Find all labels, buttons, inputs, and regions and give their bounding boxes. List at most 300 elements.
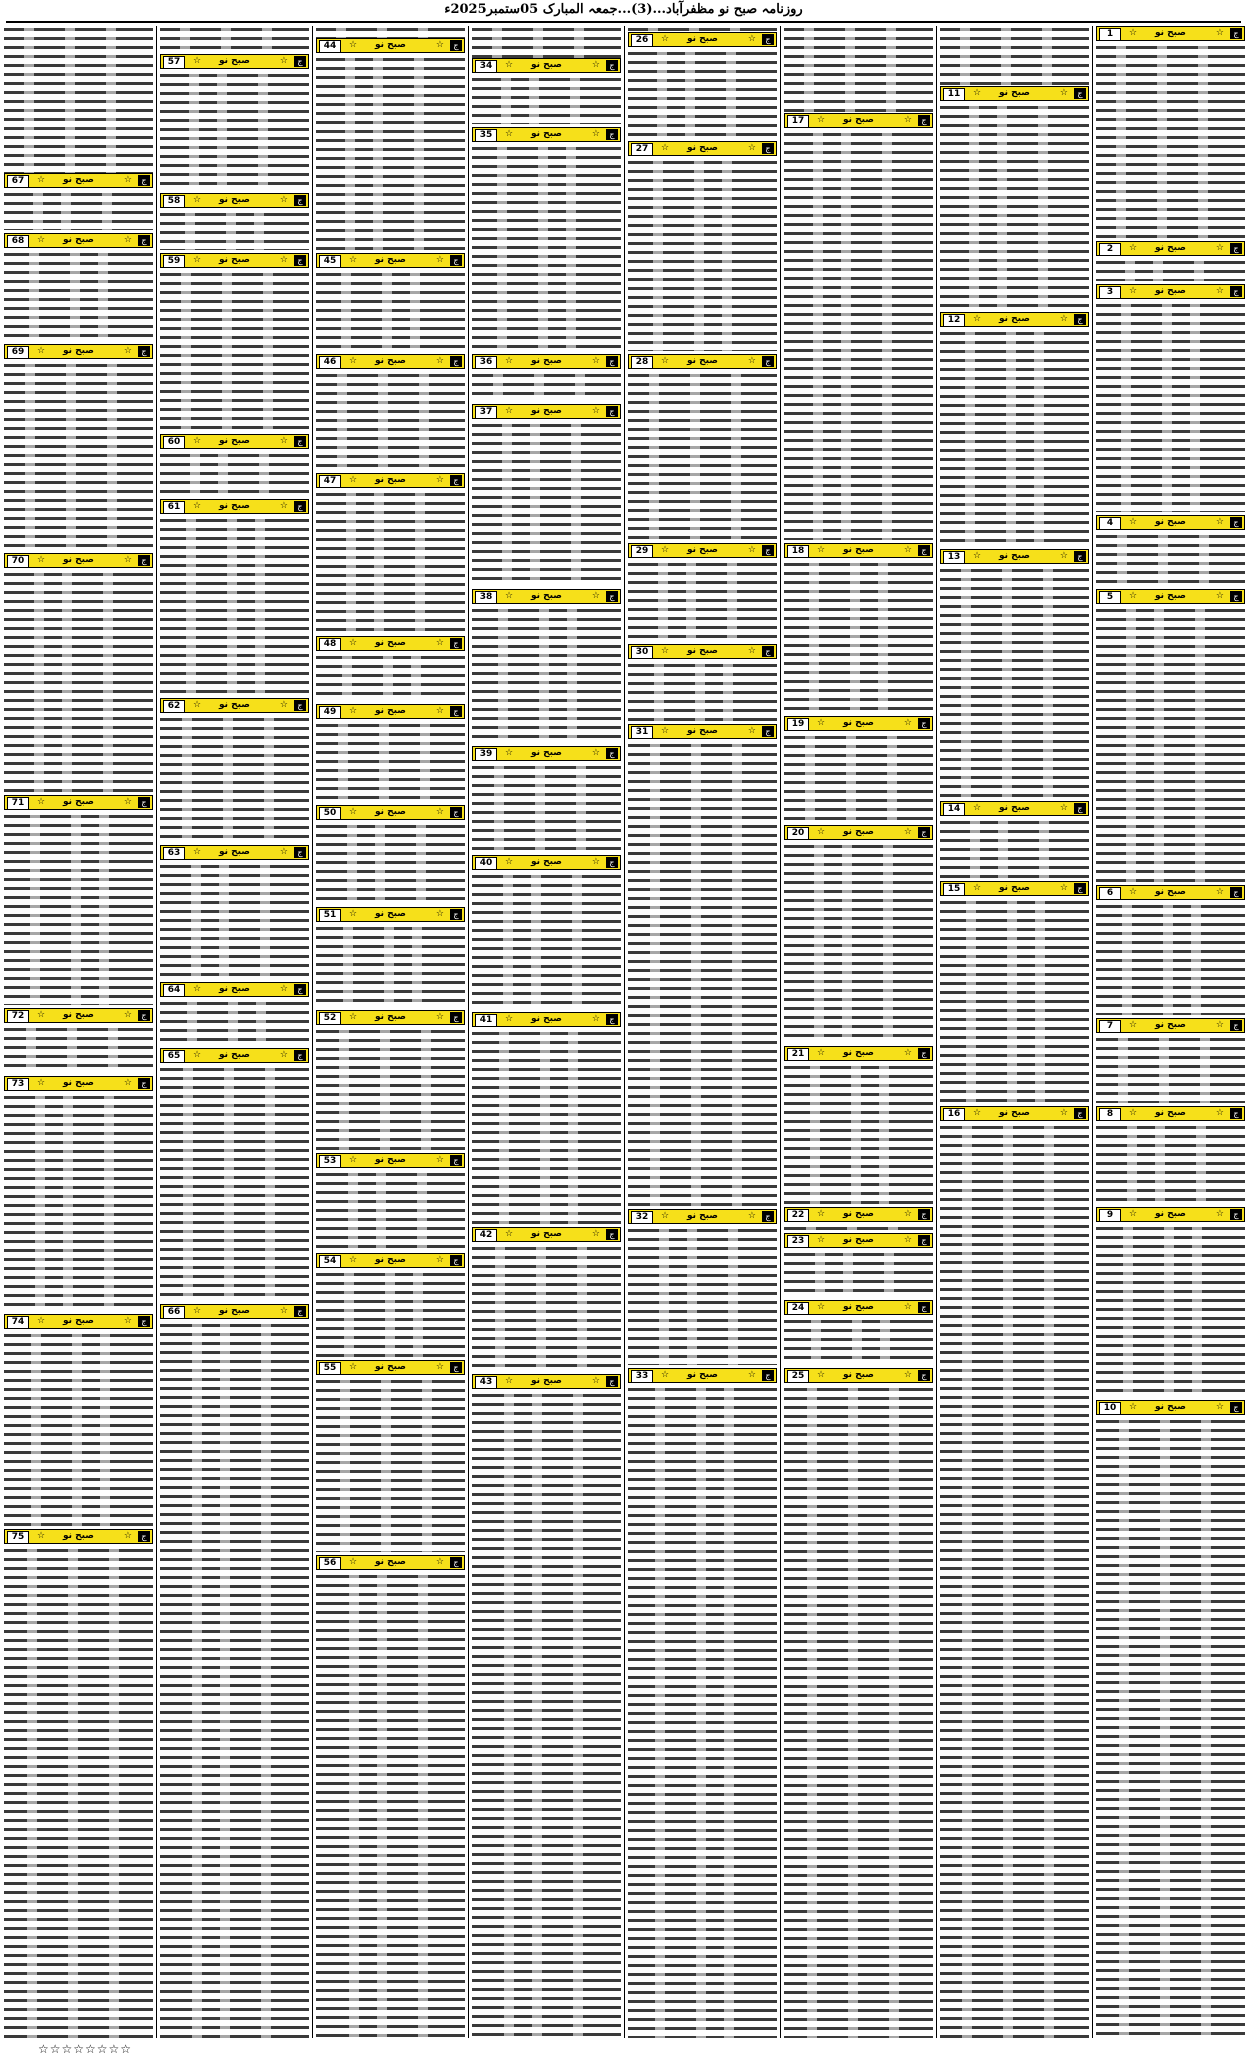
star-icon: ☆: [193, 700, 202, 710]
header-title: صبح نو: [1154, 1209, 1186, 1219]
text-gap: [1116, 44, 1126, 238]
text-gap: [264, 716, 274, 842]
article-text-block: [4, 1547, 153, 2038]
article-text-block: [472, 372, 621, 401]
news-item-number: 45: [319, 255, 341, 268]
paper-logo-icon: ج: [762, 356, 774, 367]
article-text-block: [1096, 533, 1245, 586]
news-item-number: 46: [319, 356, 341, 369]
text-gap: [1117, 533, 1127, 586]
star-icon: ☆: [37, 175, 46, 185]
text-gap: [100, 1332, 110, 1526]
text-gap: [345, 56, 355, 250]
text-gap: [575, 372, 585, 401]
news-item-number: 31: [631, 726, 653, 739]
news-item-number: 3: [1099, 286, 1121, 299]
paper-logo-icon: ج: [762, 34, 774, 45]
text-gap: [413, 1271, 423, 1357]
news-item-number: 25: [787, 1370, 809, 1383]
column-rule: [312, 26, 313, 2038]
text-gap: [530, 422, 540, 586]
star-icon: ☆: [661, 143, 670, 153]
article-text-block: [784, 1064, 933, 1204]
paper-logo-icon: ج: [294, 56, 306, 67]
text-gap: [686, 561, 696, 641]
text-gap: [814, 843, 824, 1043]
news-item-number: 71: [7, 797, 29, 810]
text-gap: [1044, 1124, 1054, 2038]
article-text-block: [472, 76, 621, 124]
text-gap: [960, 26, 970, 86]
news-item-header: [1096, 241, 1245, 256]
header-title: صبح نو: [998, 88, 1030, 98]
star-icon: ☆: [505, 1229, 514, 1239]
text-gap: [809, 561, 819, 713]
star-icon: ☆: [817, 1235, 826, 1245]
star-icon: ☆: [349, 1255, 358, 1265]
news-item-number: 68: [7, 235, 29, 248]
news-item-header: [628, 354, 777, 369]
news-item-header: [316, 253, 465, 268]
news-item-header: [784, 543, 933, 558]
star-icon: ☆: [37, 1010, 46, 1020]
news-item-header: [4, 1314, 153, 1329]
star-icon: ☆: [123, 1531, 132, 1541]
column-8: [4, 26, 153, 2038]
star-icon: ☆: [279, 847, 288, 857]
news-item-header: [472, 127, 621, 142]
star-icon: ☆: [435, 807, 444, 817]
text-gap: [847, 1225, 857, 1230]
paper-logo-icon: ج: [450, 807, 462, 818]
star-icon: ☆: [1129, 1402, 1138, 1412]
text-gap: [694, 159, 704, 351]
column-2: [940, 26, 1089, 2038]
header-title: صبح نو: [62, 797, 94, 807]
text-gap: [341, 271, 351, 351]
star-icon: ☆: [1215, 517, 1224, 527]
star-icon: ☆: [903, 1048, 912, 1058]
news-item-header: [4, 344, 153, 359]
news-item-number: 50: [319, 807, 341, 820]
header-title: صبح نو: [842, 718, 874, 728]
star-icon: ☆: [349, 638, 358, 648]
news-item-header: [1096, 1400, 1245, 1415]
header-title: صبح نو: [998, 551, 1030, 561]
paper-logo-icon: ج: [450, 255, 462, 266]
article-text-block: [316, 1028, 465, 1150]
paper-logo-icon: ج: [606, 406, 618, 417]
text-gap: [962, 1124, 972, 2038]
news-item-header: [784, 113, 933, 128]
header-title: صبح نو: [374, 807, 406, 817]
news-item-number: 67: [7, 175, 29, 188]
news-item-header: [472, 589, 621, 604]
article-text-block: [940, 567, 1089, 798]
article-text-block: [784, 734, 933, 822]
article-text-block: [160, 716, 309, 842]
news-item-header: [4, 553, 153, 568]
news-item-number: 30: [631, 646, 653, 659]
paper-logo-icon: ج: [450, 1557, 462, 1568]
text-gap: [887, 734, 897, 822]
text-gap: [256, 1000, 266, 1045]
text-gap: [536, 1245, 546, 1371]
star-icon: ☆: [193, 847, 202, 857]
news-item-number: 39: [475, 748, 497, 761]
text-gap: [889, 1386, 899, 2038]
star-icon: ☆: [193, 501, 202, 511]
star-icon: ☆: [661, 646, 670, 656]
star-icon: ☆: [747, 545, 756, 555]
star-icon: ☆: [193, 56, 202, 66]
star-icon: ☆: [505, 1376, 514, 1386]
text-gap: [220, 1322, 230, 2038]
text-gap: [1155, 1124, 1165, 1204]
star-icon: ☆: [435, 706, 444, 716]
text-gap: [1201, 1418, 1211, 2038]
text-gap: [1123, 1225, 1133, 1397]
text-gap: [654, 662, 664, 721]
star-icon: ☆: [123, 346, 132, 356]
star-icon: ☆: [1215, 28, 1224, 38]
text-gap: [379, 722, 389, 802]
text-gap: [1122, 903, 1132, 1015]
text-gap: [494, 764, 504, 852]
star-icon: ☆: [903, 718, 912, 728]
star-icon: ☆: [747, 143, 756, 153]
text-gap: [501, 76, 511, 124]
text-gap: [377, 26, 387, 38]
star-icon: ☆: [903, 1209, 912, 1219]
paper-logo-icon: ج: [138, 555, 150, 566]
header-title: صبح نو: [218, 501, 250, 511]
news-item-number: 8: [1099, 1108, 1121, 1121]
news-item-header: [160, 845, 309, 860]
header-title: صبح نو: [218, 195, 250, 205]
text-gap: [851, 1064, 861, 1204]
paper-logo-icon: ج: [1074, 803, 1086, 814]
paper-logo-icon: ج: [1074, 314, 1086, 325]
header-title: صبح نو: [530, 60, 562, 70]
text-gap: [384, 925, 394, 1007]
column-rule: [936, 26, 937, 2038]
news-item-number: 75: [7, 1531, 29, 1544]
paper-logo-icon: ج: [138, 1010, 150, 1021]
star-icon: ☆: [817, 1209, 826, 1219]
masthead: روزنامہ صبح نو مظفرآباد...(3)...جمعہ المبارک 05ستمبر2025ء: [444, 2, 803, 17]
text-gap: [67, 1026, 77, 1073]
star-icon: ☆: [747, 1211, 756, 1221]
column-6: [316, 26, 465, 2038]
article-text-block: [160, 452, 309, 496]
text-gap: [532, 1392, 542, 2038]
header-title: صبح نو: [62, 346, 94, 356]
text-gap: [1194, 259, 1204, 281]
paper-logo-icon: ج: [1230, 1108, 1242, 1119]
news-item-header: [316, 1253, 465, 1268]
star-icon: ☆: [435, 1557, 444, 1567]
news-item-header: [472, 855, 621, 870]
header-title: صبح نو: [998, 803, 1030, 813]
article-text-block: [316, 1171, 465, 1250]
header-title: صبح نو: [998, 883, 1030, 893]
news-item-header: [628, 141, 777, 156]
paper-logo-icon: ج: [918, 1235, 930, 1246]
star-icon: ☆: [973, 883, 982, 893]
star-icon: ☆: [1215, 1108, 1224, 1118]
column-rule: [1092, 26, 1093, 2038]
news-item-header: [4, 1008, 153, 1023]
text-gap: [497, 145, 507, 351]
text-gap: [534, 372, 544, 401]
text-gap: [380, 1028, 390, 1150]
text-gap: [690, 372, 700, 540]
news-item-header: [784, 716, 933, 731]
star-icon: ☆: [1129, 28, 1138, 38]
star-icon: ☆: [747, 1370, 756, 1380]
header-title: صبح نو: [1154, 286, 1186, 296]
column-7: [160, 26, 309, 2038]
article-text-block: [940, 26, 1089, 86]
news-item-number: 54: [319, 1255, 341, 1268]
header-title: صبح نو: [218, 1306, 250, 1316]
star-icon: ☆: [661, 545, 670, 555]
text-gap: [997, 104, 1007, 309]
header-title: صبح نو: [842, 115, 874, 125]
text-gap: [574, 26, 584, 58]
paper-logo-icon: ج: [450, 40, 462, 51]
news-item-header: [940, 86, 1089, 101]
text-gap: [846, 734, 856, 822]
text-gap: [696, 1386, 706, 2038]
text-gap: [187, 1000, 197, 1045]
text-gap: [691, 742, 701, 1206]
text-gap: [224, 1066, 234, 1301]
news-item-header: [316, 1010, 465, 1025]
news-item-number: 20: [787, 827, 809, 840]
header-title: صبح نو: [530, 748, 562, 758]
text-gap: [1199, 533, 1209, 586]
column-3: [784, 26, 933, 2038]
text-gap: [529, 76, 539, 124]
news-item-header: [160, 1048, 309, 1063]
news-item-number: 28: [631, 356, 653, 369]
text-gap: [535, 764, 545, 852]
text-gap: [411, 654, 421, 701]
news-item-header: [940, 801, 1089, 816]
header-title: صبح نو: [218, 847, 250, 857]
article-text-block: [316, 823, 465, 904]
news-item-number: 37: [475, 406, 497, 419]
text-gap: [181, 271, 191, 431]
star-icon: ☆: [505, 406, 514, 416]
text-gap: [418, 1573, 428, 2038]
article-text-block: [784, 131, 933, 540]
star-icon: ☆: [505, 857, 514, 867]
star-icon: ☆: [1215, 591, 1224, 601]
text-gap: [571, 422, 581, 586]
star-icon: ☆: [973, 314, 982, 324]
text-gap: [1127, 1124, 1137, 1204]
star-icon: ☆: [747, 726, 756, 736]
column-rule: [468, 26, 469, 2038]
text-gap: [1154, 607, 1164, 882]
article-text-block: [4, 251, 153, 341]
header-title: صبح نو: [374, 255, 406, 265]
article-text-block: [316, 56, 465, 250]
text-gap: [348, 1171, 358, 1250]
header-title: صبح نو: [530, 406, 562, 416]
article-text-block: [472, 607, 621, 743]
text-gap: [218, 452, 228, 496]
text-gap: [695, 662, 705, 721]
paper-logo-icon: ج: [294, 195, 306, 206]
text-gap: [882, 131, 892, 540]
text-gap: [566, 145, 576, 351]
paper-logo-icon: ج: [294, 255, 306, 266]
star-icon: ☆: [817, 827, 826, 837]
text-gap: [62, 571, 72, 792]
news-item-header: [4, 173, 153, 188]
star-icon: ☆: [279, 56, 288, 66]
star-icon: ☆: [435, 40, 444, 50]
news-item-number: 29: [631, 545, 653, 558]
paper-logo-icon: ج: [1230, 286, 1242, 297]
text-gap: [34, 571, 44, 792]
star-icon: ☆: [1059, 803, 1068, 813]
news-item-number: 10: [1099, 1402, 1121, 1415]
paper-logo-icon: ج: [294, 1050, 306, 1061]
text-gap: [495, 1245, 505, 1371]
news-item-header: [628, 543, 777, 558]
star-icon: ☆: [349, 1362, 358, 1372]
star-icon: ☆: [435, 1012, 444, 1022]
news-item-number: 56: [319, 1557, 341, 1570]
article-text-block: [1096, 44, 1245, 238]
text-gap: [263, 271, 273, 431]
star-icon: ☆: [747, 356, 756, 366]
news-item-header: [316, 1153, 465, 1168]
paper-logo-icon: ج: [450, 638, 462, 649]
news-item-header: [784, 825, 933, 840]
news-item-number: 9: [1099, 1209, 1121, 1222]
text-gap: [724, 1386, 734, 2038]
text-gap: [845, 26, 855, 113]
star-icon: ☆: [1059, 883, 1068, 893]
article-text-block: [4, 1332, 153, 1526]
paper-logo-icon: ج: [918, 545, 930, 556]
text-gap: [531, 873, 541, 1009]
text-gap: [419, 372, 429, 470]
star-icon: ☆: [903, 545, 912, 555]
star-icon: ☆: [349, 475, 358, 485]
text-gap: [416, 823, 426, 904]
news-item-number: 26: [631, 34, 653, 47]
text-gap: [965, 330, 975, 546]
text-gap: [878, 561, 888, 713]
header-title: صبح نو: [842, 1302, 874, 1312]
star-icon: ☆: [349, 909, 358, 919]
news-item-number: 33: [631, 1370, 653, 1383]
text-gap: [24, 26, 34, 173]
text-gap: [567, 607, 577, 743]
header-title: صبح نو: [218, 1050, 250, 1060]
paper-logo-icon: ج: [1230, 517, 1242, 528]
header-title: صبح نو: [374, 40, 406, 50]
news-item-number: 15: [943, 883, 965, 896]
text-gap: [806, 1225, 816, 1230]
news-item-header: [316, 1555, 465, 1570]
text-gap: [192, 1322, 202, 2038]
star-icon: ☆: [435, 356, 444, 366]
star-icon: ☆: [37, 1316, 46, 1326]
text-gap: [1043, 567, 1053, 798]
news-item-header: [472, 1012, 621, 1027]
star-icon: ☆: [349, 1557, 358, 1567]
article-text-block: [1096, 903, 1245, 1015]
header-title: صبح نو: [686, 143, 718, 153]
news-item-header: [1096, 885, 1245, 900]
header-title: صبح نو: [62, 1010, 94, 1020]
star-icon: ☆: [1059, 314, 1068, 324]
news-item-number: 74: [7, 1316, 29, 1329]
text-gap: [377, 1573, 387, 2038]
article-text-block: [472, 26, 621, 58]
article-text-block: [940, 1124, 1089, 2038]
article-text-block: [472, 1245, 621, 1371]
text-gap: [102, 191, 112, 230]
text-gap: [343, 925, 353, 1007]
news-item-header: [316, 704, 465, 719]
star-icon: ☆: [193, 195, 202, 205]
news-item-number: 34: [475, 60, 497, 73]
news-item-number: 13: [943, 551, 965, 564]
article-text-block: [628, 50, 777, 138]
news-item-header: [4, 1529, 153, 1544]
news-item-header: [160, 193, 309, 208]
news-item-header: [628, 32, 777, 47]
text-gap: [381, 1378, 391, 1552]
text-gap: [186, 517, 196, 695]
star-icon: ☆: [123, 235, 132, 245]
header-title: صبح نو: [842, 545, 874, 555]
paper-logo-icon: ج: [918, 827, 930, 838]
text-gap: [572, 873, 582, 1009]
text-gap: [1002, 567, 1012, 798]
star-icon: ☆: [661, 34, 670, 44]
article-text-block: [316, 1573, 465, 2038]
news-item-header: [784, 1207, 933, 1222]
text-gap: [1195, 607, 1205, 882]
article-text-block: [160, 211, 309, 250]
star-icon: ☆: [349, 1155, 358, 1165]
star-icon: ☆: [817, 718, 826, 728]
paper-logo-icon: ج: [450, 1012, 462, 1023]
article-text-block: [316, 654, 465, 701]
star-icon: ☆: [193, 436, 202, 446]
paper-logo-icon: ج: [1074, 883, 1086, 894]
text-gap: [1121, 302, 1131, 512]
header-title: صبح نو: [686, 1211, 718, 1221]
star-icon: ☆: [123, 1010, 132, 1020]
text-gap: [375, 823, 385, 904]
text-gap: [813, 131, 823, 540]
article-text-block: [784, 26, 933, 113]
star-icon: ☆: [1059, 1108, 1068, 1118]
news-item-number: 69: [7, 346, 29, 359]
text-gap: [540, 1030, 550, 1224]
